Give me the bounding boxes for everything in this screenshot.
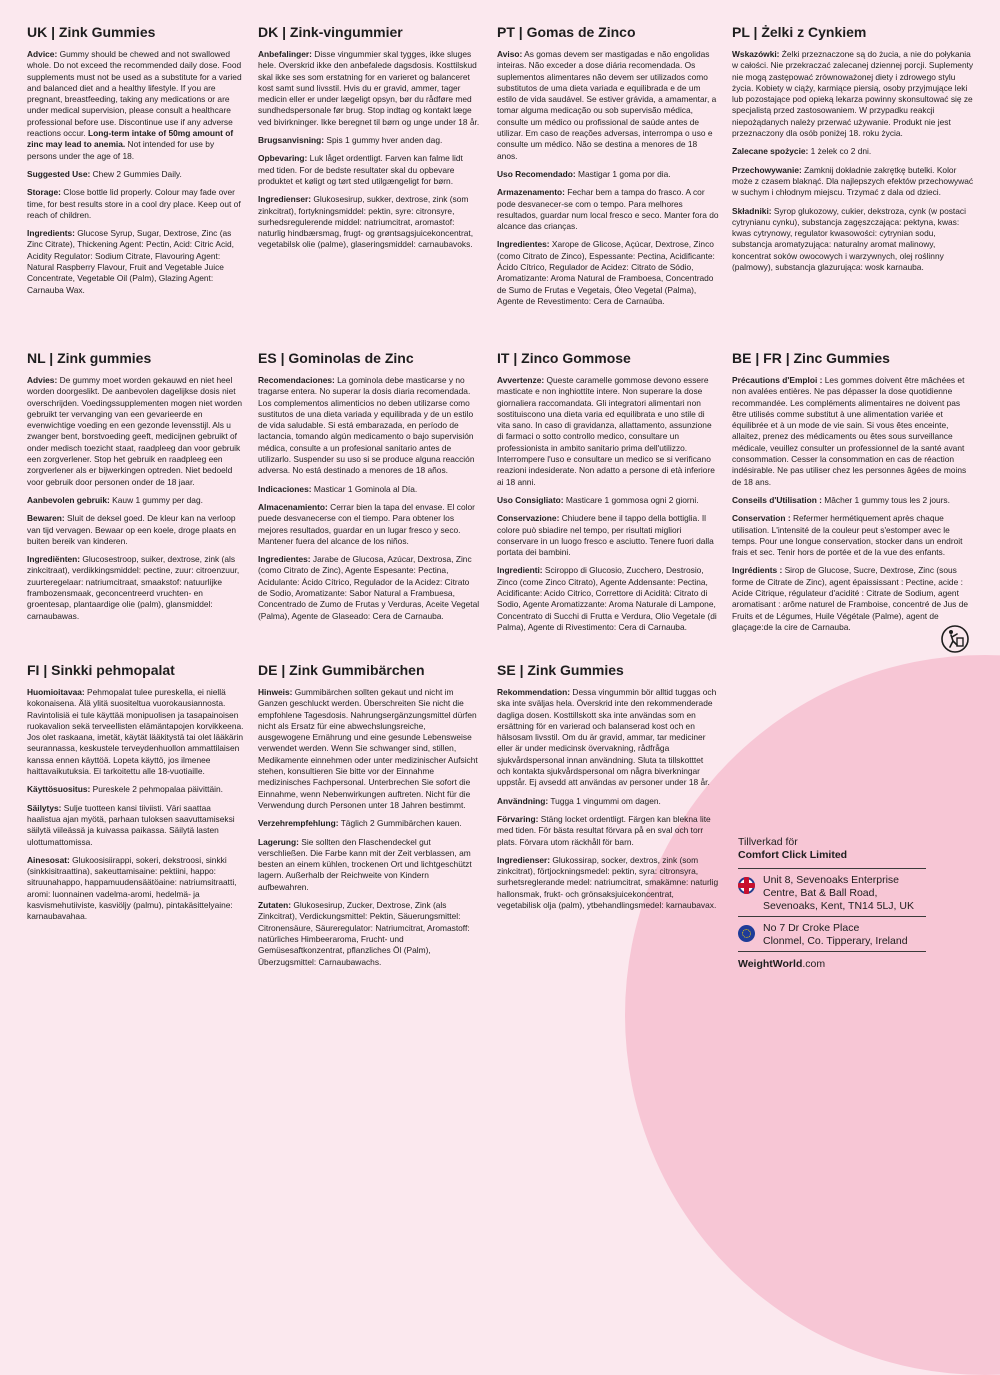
- section-paragraph: [258, 49, 480, 128]
- paragraph-label: Bewaren:: [27, 513, 65, 524]
- paragraph-label: Aanbevolen gebruik:: [27, 494, 110, 505]
- brand-suffix: .com: [802, 958, 826, 970]
- paragraph-text: Masticar 1 Gominola al Día.: [311, 483, 418, 494]
- section-paragraph: [497, 49, 719, 162]
- brand-url: [738, 958, 978, 971]
- section-title: FI | Sinkki pehmopalat: [27, 662, 175, 678]
- paragraph-label: Opbevaring:: [258, 153, 308, 164]
- section-title: NL | Zink gummies: [27, 350, 152, 366]
- section-paragraph: [732, 495, 974, 506]
- section-paragraph: [258, 837, 480, 893]
- paragraph-label: Avvertenze:: [497, 375, 545, 385]
- ie-address: [738, 922, 978, 948]
- paragraph-label: Aviso:: [497, 49, 523, 59]
- paragraph-label: Conservazione:: [497, 513, 560, 524]
- section-paragraph: [732, 165, 974, 199]
- section-paragraph: [258, 153, 480, 187]
- paragraph-label: Conseils d'Utilisation :: [732, 494, 822, 505]
- paragraph-label: Användning:: [497, 795, 549, 806]
- section-paragraph: [27, 554, 245, 622]
- paragraph-text: Glukoosisiirappi, sokeri, dekstroosi, sinkki (sinkkisitraattina), sakeuttamisaine: pektiini, happo: sitruunahappo, happamuudensäätöaine: natriumsitraatti, aromi: luonnainen vadelma-aromi, hedelmä- ja kasvismehutiiviste, kasviöljy (palmu), pintakäsittelyaine: karnaubavahaa.: [27, 854, 237, 922]
- section-pl: [732, 24, 974, 342]
- paragraph-label: Précautions d'Emploi :: [732, 375, 823, 385]
- paragraph-label: Suggested Use:: [27, 168, 91, 179]
- uk-address-line: Unit 8, Sevenoaks Enterprise: [763, 874, 899, 886]
- section-it: [497, 350, 719, 658]
- section-uk: [27, 24, 245, 342]
- paragraph-label: Huomioitavaa:: [27, 687, 85, 697]
- uk-address: [738, 874, 978, 913]
- section-paragraph: [497, 814, 719, 848]
- paragraph-text: Sluit de deksel goed. De kleur kan na verloop van tijd vervagen. Bewaar op een koele, droge plaats en buiten bereik van kinderen.: [27, 513, 237, 546]
- paragraph-label: Indicaciones:: [258, 483, 312, 494]
- paragraph-label: Brugsanvisning:: [258, 135, 325, 146]
- section-paragraph: [27, 375, 245, 488]
- section-paragraph: [497, 375, 719, 488]
- paragraph-text: Sie sollten den Flaschendeckel gut verschließen. Die Farbe kann mit der Zeit verblassen, am besten an einem kühlen, trockenen Ort und lichtgeschützt lagern. Außerhalb der Reichweite von Kindern aufbewahren.: [258, 836, 472, 892]
- paragraph-text: Glukossirap, socker, dextros, zink (som zinkcitrat), förtjockningsmedel: pektin, syra: citronsyra, surhetsreglerande medel: natriumcitrat, smakämne: naturlig hallonsmak, frukt- och grönsaksjuicekoncentrat, vegetabilisk olja (palm), ytbehandlingsmedel: karnaubavax.: [497, 854, 719, 911]
- paragraph-text: Not intended for use by persons under the age of 18.: [27, 139, 215, 161]
- section-paragraph: [27, 169, 245, 180]
- section-paragraph: [27, 803, 245, 848]
- ie-address-line: Clonmel, Co. Tipperary, Ireland: [763, 935, 908, 947]
- section-title: ES | Gominolas de Zinc: [258, 350, 414, 366]
- paragraph-label: Ainesosat:: [27, 854, 70, 865]
- section-fi: [27, 662, 245, 988]
- paragraph-text: Gummy should be chewed and not swallowed whole. Do not exceed the recommended daily dose. Food supplements must not be used as a substitute for a varied and balanced diet and a healthy lifestyle. If you are pregnant, breastfeeding, taking any medications or are under medical supervision, please consult a healthcare professional before use. Discontinue use if any adverse reactions occur.: [27, 49, 242, 139]
- section-paragraph: [27, 784, 245, 795]
- paragraph-label: Składniki:: [732, 205, 772, 216]
- section-es: [258, 350, 480, 658]
- section-paragraph: [732, 565, 974, 633]
- paragraph-text: Chew 2 Gummies Daily.: [90, 168, 182, 179]
- recycle-person-icon: [940, 624, 970, 654]
- section-pt: [497, 24, 719, 342]
- paragraph-text: Pehmopalat tulee pureskella, ei niellä kokonaisena. Älä ylitä suositeltua vuorokausiannosta. Ravintolisiä ei tule käyttää monipuolisen ja tasapainoisen ruokavalion sekä terveellisten elämäntapojen korvikkeena. Jos olet raskaana, imetät, käytät lääkitystä tai olet lääkärin seurannassa, keskustele terveydenhuollon ammattilaisen kanssa ennen käyttöä. Lopeta käyttö, jos ilmenee haittavaikutuksia. Ei tarkoitettu alle 18-vuotiaille.: [27, 687, 244, 777]
- section-paragraph: [258, 484, 480, 495]
- section-dk: [258, 24, 480, 342]
- paragraph-text: Glucose Syrup, Sugar, Dextrose, Zinc (as Zinc Citrate), Thickening Agent: Pectin, Acid: Citric Acid, Acidity Regulator: Sodium Citrate, Flavouring Agent: Natural Raspberry Flavour, Fruit and Vegetable Juice Concentrate, Vegetable Oil (Palm), Glazing Agent: Carnauba Wax.: [27, 228, 234, 295]
- paragraph-text: Close bottle lid properly. Colour may fade over time, for best results store in a cool dry place. Keep out of reach of children.: [27, 187, 241, 220]
- section-be-fr: [732, 350, 974, 658]
- section-paragraph: [27, 513, 245, 547]
- paragraph-label: Ingredients:: [27, 228, 75, 239]
- section-paragraph: [27, 495, 245, 506]
- paragraph-text: La gominola debe masticarse y no tragarse entera. No superar la dosis diaria recomendada. Los complementos alimenticios no deben utilizarse como sustitutos de una dieta variada y equilibrada y de un estilo de vida saludable. Si está embarazada, en período de lactancia, tomando algún medicamento o bajo supervisión médica, consulte a un profesional sanitario antes de utilizarlo. Suspender su uso si se produce alguna reacción adversa. No está destinado a menores de 18 años.: [258, 375, 475, 476]
- section-paragraph: [258, 900, 480, 968]
- paragraph-label: Käyttösuositus:: [27, 784, 91, 795]
- paragraph-text: Les gommes doivent être mâchées et non avalées entières. Ne pas dépasser la dose quotidienne recommandée. Les compléments alimentaires ne doivent pas être utilisés comme substitut à une alimentation variée et équilibrée et à un mode de vie sain. Si vous êtes enceinte, allaitez, prenez des médicaments ou êtes sous surveillance médicale, veuillez consulter un professionnel de la santé avant consommation. Cesser la consommation en cas de réaction indésirable. Ne pas utiliser chez les personnes âgées de moins de 18 ans.: [732, 375, 967, 487]
- section-paragraph: [497, 565, 719, 633]
- section-paragraph: [497, 796, 719, 807]
- uk-address-line: Centre, Bat & Ball Road,: [763, 887, 878, 899]
- paragraph-text: Mastigar 1 goma por dia.: [575, 168, 671, 179]
- paragraph-text: Glukosesirup, sukker, dextrose, zink (som zinkcitrat), fortykningsmiddel: pektin, syre: citronsyre, surhedsregulerende middel: natriumcitrat, aromastof: naturlig hindbærsmag, frugt- og grøntsagsjuicekoncentrat, vegetabilsk olie (palme), glaseringsmiddel: carnaubavoks.: [258, 194, 474, 250]
- paragraph-text: Cerrar bien la tapa del envase. El color puede desvanecerse con el tiempo. Para obtener los mejores resultados, guardar en un lugar fresco y seco. Mantener fuera del alcance de los niños.: [258, 501, 475, 546]
- paragraph-text: Zamknij dokładnie zakrętkę butelki. Kolor może z czasem blaknąć. Dla najlepszych efektów przechowywać w suchym i chłodnym miejscu. Trzymać z dala od dzieci.: [732, 164, 974, 198]
- section-paragraph: [497, 513, 719, 558]
- paragraph-label: Advice:: [27, 49, 58, 59]
- paragraph-text: As gomas devem ser mastigadas e não engolidas inteiras. Não exceder a dose diária recomendada. Os suplementos alimentares não devem ser utilizados como substitutos de uma dieta variada e equilibrada e de um estilo de vida saudável. Se estiver grávida, a amamentar, a tomar alguma medicação ou sob supervisão médica, consulte um médico ou profissional de saúde antes de utilizar. Em caso de reações adversas, interrompa o uso e consulte um médico. Não se destina a menores de 18 anos.: [497, 49, 717, 161]
- paragraph-text: De gummy moet worden gekauwd en niet heel worden doorgeslikt. De aanbevolen dagelijkse dosis niet overschrijden. Voedingssupplementen mogen niet worden gebruikt ter vervanging van een gevarieerde en evenwichtige voeding en een gezonde levensstijl. Als u zwanger bent, borstvoeding geeft, medicijnen gebruikt of onder medisch toezicht staat, raadpleeg dan voor gebruik een zorgverlener. Stop het gebruik en raadpleeg een zorgverlener als er bijwerkingen optreden. Niet bedoeld voor gebruik door personen onder de 18 jaar.: [27, 375, 243, 487]
- section-title: PT | Gomas de Zinco: [497, 24, 636, 40]
- section-paragraph: [27, 687, 245, 777]
- ie-address-line: No 7 Dr Croke Place: [763, 922, 860, 934]
- section-paragraph: [258, 375, 480, 477]
- paragraph-label: Förvaring:: [497, 813, 539, 824]
- eu-flag-icon: [738, 925, 755, 942]
- section-paragraph: [258, 194, 480, 250]
- paragraph-label: Ingredienser:: [497, 854, 551, 865]
- uk-address-line: Sevenoaks, Kent, TN14 5LJ, UK: [763, 900, 914, 912]
- paragraph-label: Uso Consigliato:: [497, 494, 564, 505]
- paragraph-text: Syrop glukozowy, cukier, dekstroza, cynk (w postaci cytrynianu cynku), substancja zagęszczająca: pektyna, kwas: kwas cytrynowy, regulator kwasowości: cytrynian sodu, substancja aromatyzująca: naturalny aromat malinowy, koncentrat soków owocowych i warzywnych, olej roślinny (palmowy), substancja glazurująca: wosk karnauba.: [732, 205, 966, 273]
- divider: [738, 951, 926, 952]
- section-paragraph: [497, 687, 719, 789]
- section-paragraph: [732, 206, 974, 274]
- paragraph-text: Fechar bem a tampa do frasco. A cor pode desvanecer-se com o tempo. Para melhores resultados, guardar num local fresco e seco. Manter fora do alcance das crianças.: [497, 187, 719, 232]
- paragraph-label: Anbefalinger:: [258, 49, 312, 59]
- paragraph-warning: Long-term intake of 50mg amount of zinc may lead to anemia.: [27, 128, 234, 150]
- section-se: [497, 662, 719, 988]
- paragraph-text: Stäng locket ordentligt. Färgen kan blekna lite med tiden. För bästa resultat förvara på en sval och torr plats. Förvara utom räckhåll för barn.: [497, 813, 711, 847]
- section-paragraph: [258, 135, 480, 146]
- uk-flag-icon: [738, 877, 755, 894]
- paragraph-label: Ingredienti:: [497, 565, 543, 576]
- paragraph-text: 1 żelek co 2 dni.: [808, 146, 872, 157]
- paragraph-text: Chiudere bene il tappo della bottiglia. Il colore può sbiadire nel tempo, per risultati migliori conservare in un luogo fresco e asciutto. Tenere fuori dalla portata dei bambini.: [497, 513, 714, 558]
- section-title: DK | Zink-vingummier: [258, 24, 403, 40]
- section-paragraph: [497, 169, 719, 180]
- paragraph-label: Lagerung:: [258, 836, 299, 847]
- paragraph-text: Spis 1 gummy hver anden dag.: [324, 135, 443, 146]
- paragraph-label: Advies:: [27, 375, 58, 385]
- section-title: BE | FR | Zinc Gummies: [732, 350, 890, 366]
- paragraph-label: Ingrediënten:: [27, 554, 81, 565]
- paragraph-text: Żelki przeznaczone są do żucia, a nie do połykania w całości. Nie przekraczać zalecanej dziennej porcji. Suplementy nie mogą zastępować zrównoważonej diety i zdrowego stylu życia. Kobiety w ciąży, karmiące piersią, osoby przyjmujące leki lub pozostające pod opieką lekarza powinny skonsultować się ze specjalistą przed zastosowaniem. W przypadku reakcji niepożądanych należy przerwać używanie. Produkt nie jest przeznaczony dla osób poniżej 18. roku życia.: [732, 49, 974, 139]
- brand-name: WeightWorld: [738, 958, 803, 970]
- paragraph-label: Säilytys:: [27, 802, 62, 813]
- paragraph-label: Wskazówki:: [732, 49, 780, 59]
- section-paragraph: [497, 239, 719, 307]
- section-paragraph: [497, 855, 719, 911]
- divider: [738, 916, 926, 917]
- paragraph-label: Recomendaciones:: [258, 375, 335, 385]
- paragraph-label: Ingrédients :: [732, 565, 783, 576]
- paragraph-text: Glucosestroop, suiker, dextrose, zink (als zinkcitraat), verdikkingsmiddel: pectine, zuur: citroenzuur, zuurteregelaar: natriumcitraat, smaakstof: natuurlijke frambozensmaak, geconcentreerd vruchten- en groentesap, plantaardige olie (palm), glansmiddel: carnaubawas.: [27, 554, 240, 621]
- paragraph-label: Ingredientes:: [497, 239, 550, 250]
- section-paragraph: [258, 818, 480, 829]
- manufacturer-block: [738, 836, 978, 971]
- paragraph-text: Refermer hermétiquement après chaque utilisation. L'intensité de la couleur peut s'estomper avec le temps. Pour une longue conservation, stocker dans un endroit frais et sec. Tenir hors de portée et de la vue des enfants.: [732, 513, 963, 558]
- section-title: PL | Żelki z Cynkiem: [732, 24, 867, 40]
- company-name: Comfort Click Limited: [738, 849, 848, 861]
- section-paragraph: [732, 146, 974, 157]
- paragraph-text: Glukosesirup, Zucker, Dextrose, Zink (als Zinkcitrat), Verdickungsmittel: Pektin, Säuerungsmittel: Citronensäure, Säureregulator: Natriumcitrat, Aromastoff: natürliches Himbeeraroma, Frucht- und Gemüsesaftkonzentrat, pflanzliches Öl (Palm), Überzugsmittel: Carnaubawachs.: [258, 900, 470, 967]
- paragraph-text: Gummibärchen sollten gekaut und nicht im Ganzen geschluckt werden. Überschreiten Sie nicht die empfohlene Tagesdosis. Nahrungsergänzungsmittel dürfen nicht als Ersatz für eine abwechslungsreiche, ausgewogene Ernährung und eine gesunde Lebensweise verwendet werden. Wenn Sie schwanger sind, stillen, Medikamente einnehmen oder unter medizinischer Aufsicht stehen, konsultieren Sie bitte vor der Einnahme medizinisches Fachpersonal. Unterbrechen Sie sofort die Einnahme, wenn Nebenwirkungen auftreten. Nicht für die Verwendung durch Personen unter 18 Jahren bestimmt.: [258, 687, 478, 810]
- section-paragraph: [27, 187, 245, 221]
- paragraph-label: Hinweis:: [258, 687, 293, 697]
- section-paragraph: [497, 187, 719, 232]
- paragraph-label: Zutaten:: [258, 900, 292, 911]
- paragraph-label: Storage:: [27, 187, 61, 198]
- paragraph-label: Rekommendation:: [497, 687, 571, 697]
- paragraph-text: Sulje tuotteen kansi tiiviisti. Väri saattaa haalistua ajan myötä, parhaan tuloksen saavuttamiseksi säilytä viileässä ja kuivassa paikassa. Säilytä lasten ulottumattomissa.: [27, 802, 235, 847]
- section-title: UK | Zink Gummies: [27, 24, 156, 40]
- paragraph-label: Przechowywanie:: [732, 164, 802, 175]
- paragraph-text: Sciroppo di Glucosio, Zucchero, Destrosio, Zinco (come Zinco Citrato), Agente Addensante: Pectina, Acidificante: Acido Citrico, Correttore di Acidità: Citrato di Sodio, Agente Aromatizzante: Aroma Naturale di Lampone, Concentrato di Succhi di Frutta e Verdura, Olio Vegetale (di Palma), Agente di Rivestimento: Cera di Carnauba.: [497, 565, 717, 632]
- paragraph-text: Dessa vingummin bör alltid tuggas och ska inte sväljas hela. Överskrid inte den rekommenderade dagliga dosen. Kosttillskott ska inte användas som en ersättning för en varierad och balanserad kost och en hälsosam livsstil. Om du är gravid, ammar, tar mediciner eller är under medicinsk övervakning, rådfråga sjukvårdspersonal innan användning. Sluta ta tillskotttet och kontakta sjukvårdspersonal om några biverkningar uppstår. Ej avsedd att användas av personer under 18 år.: [497, 687, 717, 788]
- section-paragraph: [258, 554, 480, 622]
- section-paragraph: [497, 495, 719, 506]
- paragraph-text: Sirop de Glucose, Sucre, Dextrose, Zinc (sous forme de Citrate de Zinc), agent épaississant : Pectine, acide : Acide Citrique, régulateur d'acidité : Citrate de Sodium, agent aromatisant : arôme naturel de Framboise, concentré de Jus de Fruits et de Légumes, Huile Végétale (Palme), agent de glaçage:de la cire de Carnauba.: [732, 565, 969, 632]
- paragraph-label: Zalecane spożycie:: [732, 146, 809, 157]
- paragraph-text: Luk låget ordentligt. Farven kan falme lidt med tiden. For de bedste resultater skal du opbevare produktet et køligt og tørt sted utilgængeligt for børn.: [258, 153, 463, 186]
- section-paragraph: [732, 513, 974, 558]
- paragraph-label: Conservation :: [732, 513, 791, 524]
- paragraph-text: Tugga 1 vingummi om dagen.: [548, 795, 661, 806]
- paragraph-text: Queste caramelle gommose devono essere masticate e non inghiottite intere. Non superare la dose giornaliera raccomandata. Gli integratori alimentari non sostituiscono una dieta varia ed equilibrata e uno stile di vita sano. In caso di gravidanza, allattamento, assunzione di farmaci o sotto controllo medico, consultare un professionista in ambito sanitario prima dell'utilizzo. Interrompere l'uso e consultare un medico se si verificano reazioni indesiderate. Non adatto a persone di età inferiore ai 18 anni.: [497, 375, 715, 487]
- section-title: IT | Zinco Gommose: [497, 350, 631, 366]
- section-title: DE | Zink Gummibärchen: [258, 662, 425, 678]
- section-paragraph: [732, 49, 974, 139]
- paragraph-text: Jarabe de Glucosa, Azúcar, Dextrosa, Zinc (como Citrato de Zinc), Agente Espesante: Pectina, Acidulante: Ácido Cítrico, Regulador de la Acidez: Citrato de Sodio, Aromatizante: Sabor Natural a Frambuesa, Concentrado de Zumo de Frutas y Verduras, Aceite Vegetal (Palma), Agente de Glaseado: Cera de Carnauba.: [258, 554, 480, 621]
- paragraph-label: Verzehrempfehlung:: [258, 818, 339, 829]
- divider: [738, 868, 926, 869]
- paragraph-text: Masticare 1 gommosa ogni 2 giorni.: [563, 494, 699, 505]
- paragraph-label: Almacenamiento:: [258, 501, 328, 512]
- section-paragraph: [27, 855, 245, 923]
- paragraph-text: Mâcher 1 gummy tous les 2 jours.: [821, 494, 950, 505]
- section-de: [258, 662, 480, 988]
- paragraph-text: Täglich 2 Gummibärchen kauen.: [338, 818, 462, 829]
- section-nl: [27, 350, 245, 658]
- paragraph-label: Uso Recomendado:: [497, 168, 576, 179]
- made-for-label: Tillverkad för: [738, 836, 798, 848]
- paragraph-text: Xarope de Glicose, Açúcar, Dextrose, Zinco (como Citrato de Zinco), Espessante: Pectina, Acidificante: Ácido Cítrico, Regulador de Acidez: Citrato de Sódio, Aromatizante: Aroma Natural de Framboesa, Concentrado de Sumo de Frutas e Vegetais, Óleo Vegetal (Palma), Agente de Revestimento: Cera de Carnaúba.: [497, 239, 715, 306]
- section-title: SE | Zink Gummies: [497, 662, 624, 678]
- paragraph-label: Armazenamento:: [497, 187, 565, 198]
- paragraph-text: Disse vingummier skal tygges, ikke sluges hele. Overskrid ikke den anbefalede dagsdosis. Kosttilskud skal ikke ses som erstatning for en varieret og balanceret kost samt sund livsstil. Hvis du er gravid, ammer, tager medicin eller er under lægeligt opsyn, bør du rådføre med sundhedspersonale før brug. Stop indtag og kontakt læge ved bivirkninger. Ikke beregnet til børn og unge under 18 år.: [258, 49, 480, 127]
- section-paragraph: [732, 375, 974, 488]
- section-paragraph: [258, 502, 480, 547]
- section-paragraph: [27, 49, 245, 162]
- section-paragraph: [258, 687, 480, 811]
- paragraph-label: Ingredientes:: [258, 554, 311, 565]
- paragraph-text: Pureskele 2 pehmopalaa päivittäin.: [90, 784, 223, 795]
- section-paragraph: [27, 228, 245, 296]
- paragraph-text: Kauw 1 gummy per dag.: [109, 494, 203, 505]
- paragraph-label: Ingredienser:: [258, 194, 312, 205]
